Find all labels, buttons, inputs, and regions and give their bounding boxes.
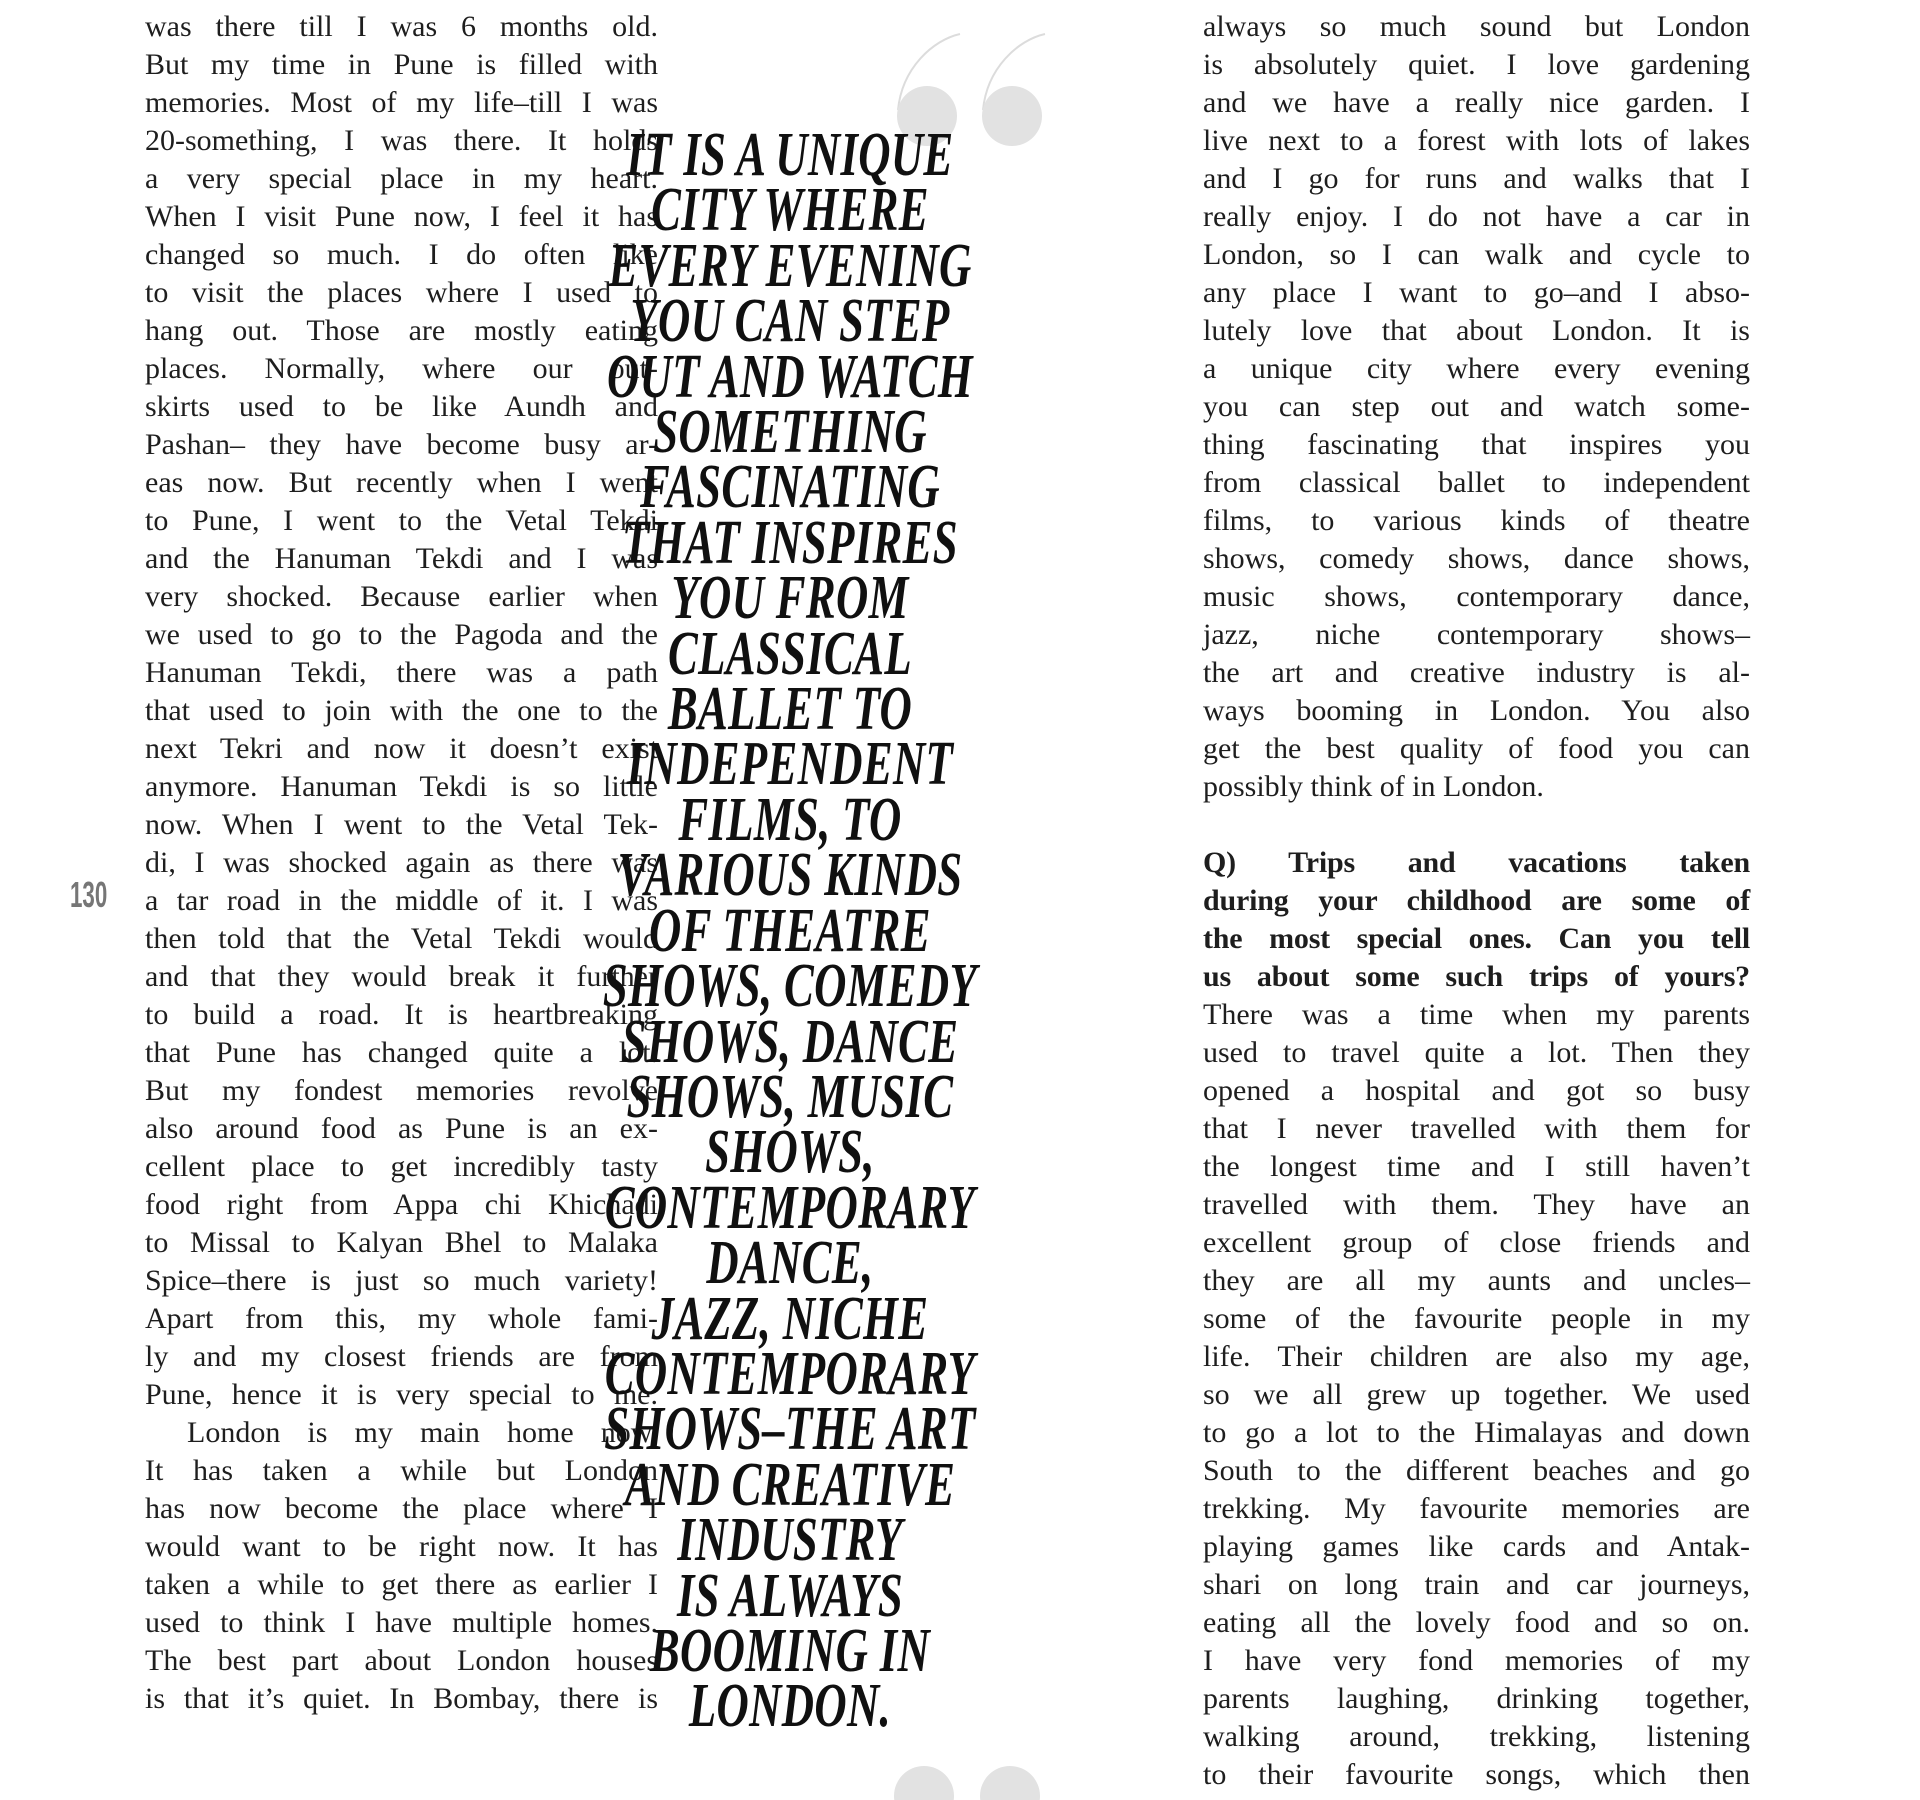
text-line: SHOWS, MUSIC — [626, 1062, 954, 1131]
text-line: now. When I went to the Vetal Tek- — [145, 808, 658, 841]
text-line: life. Their children are also my age, — [1203, 1340, 1750, 1373]
text-line: Apart from this, my whole fami- — [145, 1302, 658, 1335]
text-line: playing games like cards and Antak- — [1203, 1530, 1750, 1563]
text-line: LONDON. — [688, 1672, 892, 1741]
text-line: INDUSTRY — [677, 1506, 903, 1575]
text-line: anymore. Hanuman Tekdi is so little — [145, 770, 658, 803]
text-line: thing fascinating that inspires you — [1203, 428, 1750, 461]
text-line: music shows, contemporary dance, — [1203, 580, 1750, 613]
close-double-quote-icon — [893, 1765, 1049, 1800]
text-line: was there till I was 6 months old. — [145, 10, 658, 43]
text-line: When I visit Pune now, I feel it has — [145, 200, 658, 233]
text-line: to Pune, I went to the Vetal Tekdi — [145, 504, 658, 537]
text-line: taken a while to get there as earlier I — [145, 1568, 658, 1601]
text-line: YOU FROM — [671, 564, 909, 633]
text-line: that I never travelled with them for — [1203, 1112, 1750, 1145]
text-line: to Missal to Kalyan Bhel to Malaka — [145, 1226, 658, 1259]
text-line: It has taken a while but London — [145, 1454, 658, 1487]
text-line: The best part about London houses — [145, 1644, 658, 1677]
text-line: places. Normally, where our out- — [145, 352, 658, 385]
text-line: walking around, trekking, listening — [1203, 1720, 1750, 1753]
text-line: shows, comedy shows, dance shows, — [1203, 542, 1750, 575]
body-paragraph — [1203, 8, 1750, 806]
text-line: travelled with them. They have an — [1203, 1188, 1750, 1221]
text-line: very shocked. Because earlier when — [145, 580, 658, 613]
text-line: EVERY EVENING — [608, 231, 972, 300]
body-paragraph — [1203, 996, 1750, 1794]
text-line: FILMS, TO — [678, 785, 902, 854]
text-line: Q) Trips and vacations taken — [1203, 846, 1750, 879]
text-line: changed so much. I do often like — [145, 238, 658, 271]
text-line: parents laughing, drinking together, — [1203, 1682, 1750, 1715]
text-line: they are all my aunts and uncles– — [1203, 1264, 1750, 1297]
text-line: excellent group of close friends and — [1203, 1226, 1750, 1259]
text-line: INDEPENDENT — [626, 730, 954, 799]
text-line: has now become the place where I — [145, 1492, 658, 1525]
text-line: But my fondest memories revolve — [145, 1074, 658, 1107]
text-line: the art and creative industry is al- — [1203, 656, 1750, 689]
text-line: jazz, niche contemporary shows– — [1203, 618, 1750, 651]
text-line: and we have a really nice garden. I — [1203, 86, 1750, 119]
text-line: Hanuman Tekdi, there was a path — [145, 656, 658, 689]
text-line: used to think I have multiple homes. — [145, 1606, 658, 1639]
text-line: that Pune has changed quite a lot. — [145, 1036, 658, 1069]
text-line: a very special place in my heart. — [145, 162, 658, 195]
text-line: the most special ones. Can you tell — [1203, 922, 1750, 955]
text-line: a unique city where every evening — [1203, 352, 1750, 385]
text-line: used to travel quite a lot. Then they — [1203, 1036, 1750, 1069]
text-line: food right from Appa chi Khichadi — [145, 1188, 658, 1221]
text-line: But my time in Pune is filled with — [145, 48, 658, 81]
text-line: South to the different beaches and go — [1203, 1454, 1750, 1487]
text-line: skirts used to be like Aundh and — [145, 390, 658, 423]
text-line: to their favourite songs, which then — [1203, 1758, 1750, 1791]
text-line: VARIOUS KINDS — [617, 841, 963, 910]
text-line: opened a hospital and got so busy — [1203, 1074, 1750, 1107]
text-line: 20-something, I was there. It holds — [145, 124, 658, 157]
text-line: the longest time and I still haven’t — [1203, 1150, 1750, 1183]
text-line: us about some such trips of yours? — [1203, 960, 1750, 993]
text-line: SOMETHING — [653, 398, 927, 467]
text-line: is absolutely quiet. I love gardening — [1203, 48, 1750, 81]
page-number: 130 — [70, 874, 108, 915]
text-line: that used to join with the one to the — [145, 694, 658, 727]
text-line: ly and my closest friends are from — [145, 1340, 658, 1373]
text-line: would want to be right now. It has — [145, 1530, 658, 1563]
right-text-column — [1203, 8, 1750, 1794]
text-line: DANCE, — [706, 1229, 874, 1298]
text-line: Pune, hence it is very special to me. — [145, 1378, 658, 1411]
text-line: hang out. Those are mostly eating — [145, 314, 658, 347]
text-line: from classical ballet to independent — [1203, 466, 1750, 499]
text-line: to visit the places where I used to — [145, 276, 658, 309]
text-line: There was a time when my parents — [1203, 998, 1750, 1031]
text-line: is that it’s quiet. In Bombay, there is — [145, 1682, 658, 1715]
text-line: JAZZ, NICHE — [651, 1284, 929, 1353]
text-line: to build a road. It is heartbreaking — [145, 998, 658, 1031]
text-line: London, so I can walk and cycle to — [1203, 238, 1750, 271]
text-line: SHOWS, — [705, 1118, 875, 1187]
text-line: memories. Most of my life–till I was — [145, 86, 658, 119]
text-line: CITY WHERE — [651, 176, 929, 245]
text-line: to go a lot to the Himalayas and down — [1203, 1416, 1750, 1449]
text-line: Spice–there is just so much variety! — [145, 1264, 658, 1297]
text-line: also around food as Pune is an ex- — [145, 1112, 658, 1145]
text-line: BOOMING IN — [649, 1616, 931, 1685]
text-line: AND CREATIVE — [624, 1450, 956, 1519]
text-line: and that they would break it further — [145, 960, 658, 993]
interview-question — [1203, 844, 1750, 996]
text-line: THAT INSPIRES — [622, 508, 958, 577]
text-line: next Tekri and now it doesn’t exist — [145, 732, 658, 765]
text-line: always so much sound but London — [1203, 10, 1750, 43]
text-line: OUT AND WATCH — [607, 342, 973, 411]
text-line: IT IS A UNIQUE — [626, 121, 954, 189]
text-line: YOU CAN STEP — [630, 287, 950, 356]
text-line: Pashan– they have become busy ar- — [145, 428, 658, 461]
text-line: London is my main home now. — [187, 1416, 658, 1449]
text-line: OF THEATRE — [649, 896, 931, 965]
text-line: IS ALWAYS — [676, 1561, 904, 1630]
text-line: eas now. But recently when I went — [145, 466, 658, 499]
text-line: eating all the lovely food and so on. — [1203, 1606, 1750, 1639]
text-line: and the Hanuman Tekdi and I was — [145, 542, 658, 575]
text-line: CONTEMPORARY — [604, 1173, 976, 1242]
text-line: cellent place to get incredibly tasty — [145, 1150, 658, 1183]
text-line: FASCINATING — [639, 453, 941, 522]
text-line: a tar road in the middle of it. I was — [145, 884, 658, 917]
text-line: shari on long train and car journeys, — [1203, 1568, 1750, 1601]
text-line: I have very fond memories of my — [1203, 1644, 1750, 1677]
text-line: get the best quality of food you can — [1203, 732, 1750, 765]
text-line: during your childhood are some of — [1203, 884, 1750, 917]
text-line: any place I want to go–and I abso- — [1203, 276, 1750, 309]
text-line: SHOWS, DANCE — [621, 1007, 959, 1076]
text-line: and I go for runs and walks that I — [1203, 162, 1750, 195]
text-line: SHOWS, COMEDY — [602, 952, 978, 1021]
text-line: you can step out and watch some- — [1203, 390, 1750, 423]
pull-quote — [574, 121, 1006, 1741]
text-line: CONTEMPORARY — [604, 1339, 976, 1408]
text-line: BALLET TO — [667, 675, 913, 744]
text-line: lutely love that about London. It is — [1203, 314, 1750, 347]
text-line: really enjoy. I do not have a car in — [1203, 200, 1750, 233]
text-line: CLASSICAL — [668, 619, 912, 688]
text-line: ways booming in London. You also — [1203, 694, 1750, 727]
text-line: so we all grew up together. We used — [1203, 1378, 1750, 1411]
text-line: live next to a forest with lots of lakes — [1203, 124, 1750, 157]
text-line: films, to various kinds of theatre — [1203, 504, 1750, 537]
text-line: some of the favourite people in my — [1203, 1302, 1750, 1335]
text-line: di, I was shocked again as there was — [145, 846, 658, 879]
text-line: trekking. My favourite memories are — [1203, 1492, 1750, 1525]
text-line: possibly think of in London. — [1203, 770, 1544, 803]
text-line: SHOWS–THE ART — [604, 1395, 976, 1464]
text-line: then told that the Vetal Tekdi would — [145, 922, 658, 955]
text-line: we used to go to the Pagoda and the — [145, 618, 658, 651]
